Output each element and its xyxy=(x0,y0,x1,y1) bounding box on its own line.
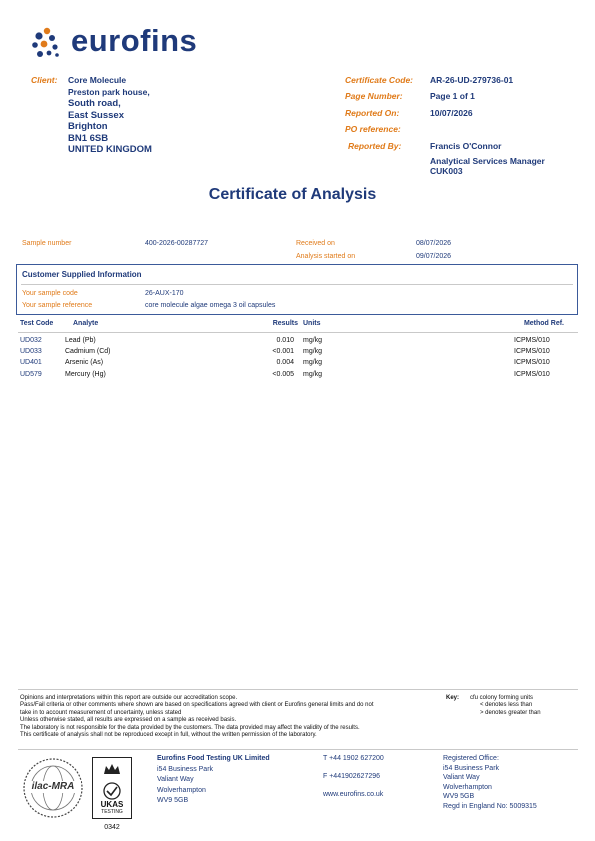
header-results: Results xyxy=(272,320,298,327)
analyte: Lead (Pb) xyxy=(65,337,96,344)
analyte: Cadmium (Cd) xyxy=(65,348,111,355)
client-line: BN1 6SB xyxy=(68,132,109,144)
ilac-text: ilac-MRA xyxy=(31,781,75,792)
registered-line: Wolverhampton xyxy=(443,783,492,791)
sample-number: 400-2026-00287727 xyxy=(145,240,209,247)
note-line: This certificate of analysis shall not be reproduced except in full, without the written permission of the laboratory. xyxy=(20,732,317,739)
eurofins-logo xyxy=(30,23,200,63)
crown-icon xyxy=(102,762,122,776)
page-number-label: Page Number: xyxy=(345,91,403,101)
client-address xyxy=(68,75,228,156)
notes xyxy=(20,695,440,739)
header-test-code: Test Code xyxy=(20,320,54,327)
sample-number-label: Sample number xyxy=(22,240,72,247)
table-row xyxy=(20,337,580,347)
key-line: < denotes less than xyxy=(480,702,533,709)
method: ICPMS/010 xyxy=(514,337,550,344)
note-line: Unless otherwise stated, all results are expressed on a sample as received basis. xyxy=(20,717,237,724)
header-analyte: Analyte xyxy=(73,320,99,327)
reported-by-code: CUK003 xyxy=(430,166,463,176)
customer-info-heading: Customer Supplied Information xyxy=(22,270,142,279)
received-on: 08/07/2026 xyxy=(416,240,452,247)
customer-info-box xyxy=(16,264,578,315)
header-method: Method Ref. xyxy=(523,320,564,327)
header-units: Units xyxy=(303,320,321,327)
table-row xyxy=(20,359,580,369)
sample-code-label: Your sample code xyxy=(22,290,78,297)
reported-by-name: Francis O'Connor xyxy=(430,141,502,151)
note-line: take in to account measurement of uncertainty, unless stated xyxy=(20,709,182,716)
fax: F +441902627296 xyxy=(323,773,381,780)
reported-by-title: Analytical Services Manager xyxy=(430,156,545,166)
ukas-sub: TESTING xyxy=(101,809,123,815)
client-line: East Sussex xyxy=(68,109,124,121)
client-line: Preston park house, xyxy=(68,86,150,97)
table-header xyxy=(20,320,580,330)
test-code: UD579 xyxy=(20,371,42,378)
key-label: Key: xyxy=(446,695,460,701)
company-name: Eurofins Food Testing UK Limited xyxy=(157,755,270,762)
reported-on-label: Reported On: xyxy=(345,108,400,118)
table-row xyxy=(20,348,580,358)
analysis-started-label: Analysis started on xyxy=(296,253,356,260)
sample-reference: core molecule algae omega 3 oil capsules xyxy=(145,302,276,309)
analyte: Mercury (Hg) xyxy=(65,371,106,378)
cert-code-label: Certificate Code: xyxy=(345,75,414,85)
phone: T +44 1902 627200 xyxy=(323,755,384,762)
analysis-started: 09/07/2026 xyxy=(416,253,452,260)
client-line: Brighton xyxy=(68,121,108,132)
cert-code: AR-26-UD-279736-01 xyxy=(430,75,514,85)
test-code: UD401 xyxy=(20,359,42,366)
table-row xyxy=(20,371,580,381)
note-line: Pass/Fail criteria or other comments where shown are based on specifications agreed with client or Eurofins general limits and do not xyxy=(20,702,374,709)
address-line: i54 Business Park xyxy=(157,765,214,773)
brand-name: eurofins xyxy=(71,23,198,58)
client-label: Client: xyxy=(31,75,58,85)
registered-line: Registered Office: xyxy=(443,755,499,762)
result: 0.004 xyxy=(276,359,294,366)
key-line: cfu colony forming units xyxy=(470,695,534,701)
method: ICPMS/010 xyxy=(514,371,550,378)
note-line: The laboratory is not responsible for the data provided by the customers. The data provided may affect the validity of the results. xyxy=(20,724,360,731)
po-reference-label: PO reference: xyxy=(345,124,401,134)
note-line: Opinions and interpretations within this report are outside our accreditation scope. xyxy=(20,695,238,701)
address-line: Wolverhampton xyxy=(157,786,206,794)
address-line: WV9 5GB xyxy=(157,797,189,804)
test-code: UD032 xyxy=(20,337,42,344)
client-line: UNITED KINGDOM xyxy=(68,144,152,155)
reported-by-label: Reported By: xyxy=(348,141,402,151)
website-link[interactable]: www.eurofins.co.uk xyxy=(323,791,384,798)
registered-line: Valiant Way xyxy=(443,774,480,782)
key-line: > denotes greater than xyxy=(480,709,541,716)
result: <0.001 xyxy=(272,348,294,355)
address-line: Valiant Way xyxy=(157,776,194,783)
ukas-text: UKAS xyxy=(100,800,124,809)
unit: mg/kg xyxy=(303,359,323,366)
unit: mg/kg xyxy=(303,337,323,344)
client-line: South road, xyxy=(68,98,121,109)
company-block xyxy=(157,754,317,807)
ilac-mra-logo xyxy=(22,757,84,819)
page-number: Page 1 of 1 xyxy=(430,91,475,101)
page-title: Certificate of Analysis xyxy=(208,186,377,203)
client-line: Core Molecule xyxy=(68,75,127,85)
registered-line: i54 Business Park xyxy=(443,764,500,772)
key-legend xyxy=(470,695,580,717)
registered-line: WV9 5GB xyxy=(443,793,475,801)
test-code: UD033 xyxy=(20,348,42,355)
analyte: Arsenic (As) xyxy=(65,359,104,366)
sample-code: 26-AUX-170 xyxy=(145,290,184,297)
registered-office xyxy=(443,754,583,812)
result: 0.010 xyxy=(276,337,294,344)
ukas-tick-icon xyxy=(100,782,124,800)
unit: mg/kg xyxy=(303,348,323,355)
result: <0.005 xyxy=(272,371,294,378)
unit: mg/kg xyxy=(303,371,323,378)
received-on-label: Received on xyxy=(296,240,335,247)
method: ICPMS/010 xyxy=(514,348,550,355)
ukas-number: 0342 xyxy=(104,824,120,831)
eurofins-logo-dots-icon xyxy=(30,25,68,63)
reported-on: 10/07/2026 xyxy=(430,108,473,118)
method: ICPMS/010 xyxy=(514,359,550,366)
sample-reference-label: Your sample reference xyxy=(22,302,93,309)
registered-line: Regd in England No: 5009315 xyxy=(443,802,537,810)
ukas-logo xyxy=(92,757,132,819)
